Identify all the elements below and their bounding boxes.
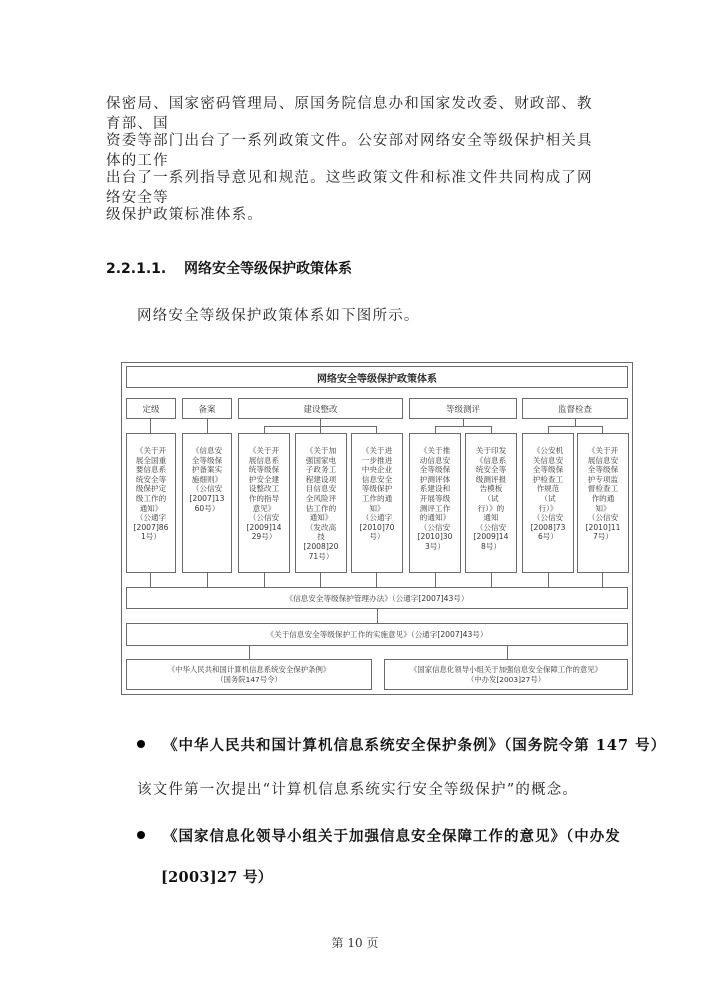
figure-intro: 网络安全等级保护政策体系如下图所示。 [137, 308, 420, 324]
diagram-title: 网络安全等级保护政策体系 [126, 366, 628, 388]
category-supervision: 监督检查 [522, 398, 628, 419]
foundation-opinion-box: 《国家信息化领导小组关于加强信息安全保障工作的意见》 （中办发[2003]27号） [384, 659, 628, 690]
intro-line-3: 出台了一系列指导意见和规范。这些政策文件和标准文件共同构成了网络安全等 [106, 170, 593, 206]
policy-system-diagram [121, 362, 633, 695]
bullet-item-2: 《国家信息化领导小组关于加强信息安全保障工作的意见》（中办发 [163, 828, 621, 845]
bullet-icon [137, 831, 145, 839]
document-box: 《公安机 关信息安 全等级保 护检查工 作规范 （试 行）》 （公信安 [2008]73 6号） [522, 433, 574, 573]
category-assessment: 等级测评 [409, 398, 517, 419]
document-box: 《关于开 展全国重 要信息系 统安全等 级保护定 级工作的 通知》 （公通字 [2007]86 1号） [126, 433, 176, 573]
intro-line-1: 保密局、国家密码管理局、原国务院信息办和国家发改委、财政部、教育部、国 [106, 96, 593, 132]
document-box: 《信息安 全等级保 护备案实 施细则》 （公信安 [2007]13 60号） [182, 433, 232, 573]
section-heading [106, 258, 352, 278]
page-number: 第 10 页 [331, 936, 379, 950]
bullet-item-1: 《中华人民共和国计算机信息系统安全保护条例》（国务院令第 147 号） [163, 737, 667, 754]
implementation-opinion-bar: 《关于信息安全等级保护工作的实施意见》（公通字[2007]43号） [126, 623, 628, 646]
category-construction: 建设整改 [238, 398, 403, 419]
bullet-1-description: 该文件第一次提出“计算机信息系统实行安全等级保护”的概念。 [137, 782, 579, 798]
document-box: 《关于进 一步推进 中央企业 信息安全 等级保护 工作的通 知》 （公通字 [2010]70 号） [351, 433, 403, 573]
document-box: 关于印发 《信息系 统安全等 级测评报 告模板 （试 行）》的 通知 （公信安 [2009]14 8号） [465, 433, 517, 573]
document-box: 《关于开 展信息安 全等级保 护专项监 督检查工 作的通 知》 （公信安 [2010]11 7号） [577, 433, 629, 573]
bullet-item-2-continuation: [2003]27 号） [161, 869, 273, 886]
document-box: 《关于加 强国家电 子政务工 程建设项 目信息安 全风险评 估工作的 通知》 （发改高 技 [2008]20 71号） [295, 433, 347, 573]
document-box: 《关于开 展信息系 统等级保 护安全建 设整改工 作的指导 意见》 （公信安 [2009]14 29号） [238, 433, 290, 573]
category-filing: 备案 [182, 398, 232, 419]
bullet-icon [137, 740, 145, 748]
section-title: 网络安全等级保护政策体系 [184, 261, 352, 277]
foundation-regulation-box: 《中华人民共和国计算机信息系统安全保护条例》 （国务院147号令） [126, 659, 372, 690]
category-grading: 定级 [126, 398, 176, 419]
management-measures-bar: 《信息安全等级保护管理办法》（公通字[2007]43号） [126, 587, 628, 609]
document-box: 《关于推 动信息安 全等级保 护测评体 系建设和 开展等级 测评工作 的通知》 （公信安 [2010]30 3号） [409, 433, 461, 573]
section-number: 2.2.1.1. [106, 261, 167, 277]
intro-line-2: 资委等部门出台了一系列政策文件。公安部对网络安全等级保护相关具体的工作 [106, 133, 593, 169]
intro-line-4: 级保护政策标准体系。 [106, 207, 263, 223]
